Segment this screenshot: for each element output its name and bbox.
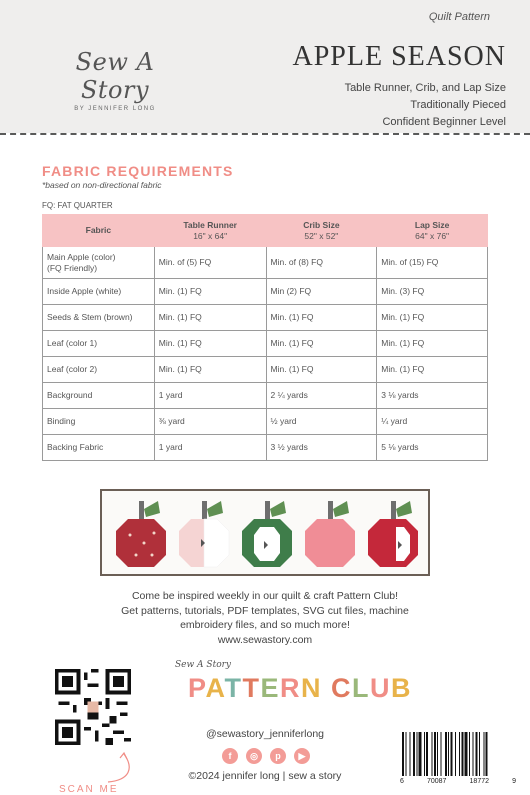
fabric-amount-cell: Min (2) FQ bbox=[266, 279, 377, 305]
column-label: Lap Size bbox=[414, 219, 450, 230]
barcode-bar bbox=[483, 732, 484, 776]
fabric-amount-cell: Min. (1) FQ bbox=[266, 357, 377, 383]
fabric-name-cell: Main Apple (color) (FQ Friendly) bbox=[43, 247, 155, 279]
barcode-bar bbox=[479, 732, 480, 776]
youtube-icon[interactable]: ▶ bbox=[294, 748, 310, 764]
copyright: ©2024 jennifer long | sew a story bbox=[188, 770, 342, 782]
facebook-icon[interactable]: f bbox=[222, 748, 238, 764]
fabric-amount-cell: Min. (1) FQ bbox=[154, 279, 266, 305]
barcode-bar bbox=[441, 732, 442, 776]
column-dimension: 64" x 76" bbox=[415, 230, 450, 241]
barcode-bar bbox=[434, 732, 436, 776]
social-handle[interactable]: @sewastory_jenniferlong bbox=[205, 728, 325, 740]
apple-pink-icon bbox=[303, 497, 357, 569]
fabric-amount-cell: Min. of (5) FQ bbox=[154, 247, 266, 279]
fabric-amount-cell: Min. (3) FQ bbox=[377, 279, 488, 305]
barcode-bar bbox=[455, 732, 456, 776]
fabric-amount-cell: 1 yard bbox=[154, 435, 266, 461]
fabric-amount-cell: ½ yard bbox=[266, 409, 377, 435]
barcode-bar bbox=[486, 732, 488, 776]
header bbox=[0, 0, 530, 133]
column-header bbox=[154, 215, 266, 247]
barcode-bar bbox=[413, 732, 415, 776]
barcode-bar bbox=[432, 732, 433, 776]
barcode-bar bbox=[426, 732, 428, 776]
pattern-club-description bbox=[0, 589, 530, 647]
barcode-digit: 9 bbox=[512, 778, 516, 785]
social-icons bbox=[222, 748, 314, 766]
barcode-bars bbox=[398, 730, 518, 778]
column-label: Fabric bbox=[85, 225, 112, 235]
subtitle-sizes: Table Runner, Crib, and Lap Size bbox=[344, 82, 506, 94]
fabric-name-cell: Leaf (color 2) bbox=[43, 357, 155, 383]
apple-pink-half-icon bbox=[177, 497, 231, 569]
barcode-bar bbox=[445, 732, 447, 776]
pattern-club-text: PATTERN CLUB bbox=[188, 673, 413, 703]
fabric-amount-cell: ⅜ yard bbox=[154, 409, 266, 435]
column-dimension: 16" x 64" bbox=[193, 230, 228, 241]
table-row bbox=[43, 279, 488, 305]
club-line: Come be inspired weekly in our quilt & craft Pattern Club! bbox=[131, 590, 399, 602]
fabric-amount-cell: Min. (1) FQ bbox=[154, 357, 266, 383]
fabric-amount-cell: 3 ½ yards bbox=[266, 435, 377, 461]
fabric-name-cell: Binding bbox=[43, 409, 155, 435]
table-row bbox=[43, 247, 488, 279]
table-header-row bbox=[43, 215, 488, 247]
table-row bbox=[43, 331, 488, 357]
barcode-bar bbox=[405, 732, 406, 776]
barcode-bar bbox=[469, 732, 470, 776]
column-header bbox=[43, 215, 155, 247]
subtitle-level: Confident Beginner Level bbox=[382, 116, 506, 128]
instagram-icon[interactable]: ◎ bbox=[246, 748, 262, 764]
barcode-bar bbox=[448, 732, 449, 776]
brand-name: Sew A Story bbox=[75, 48, 155, 104]
fabric-amount-cell: ¼ yard bbox=[377, 409, 488, 435]
fabric-amount-cell: 5 ⅛ yards bbox=[377, 435, 488, 461]
barcode-bar bbox=[476, 732, 478, 776]
barcode-digits bbox=[398, 778, 518, 785]
table-row bbox=[43, 383, 488, 409]
brand-logo bbox=[40, 48, 190, 112]
column-header bbox=[266, 215, 377, 247]
brand-byline: BY JENNIFER LONG bbox=[74, 106, 156, 112]
fabric-name-cell: Backing Fabric bbox=[43, 435, 155, 461]
fabric-amount-cell: Min. (1) FQ bbox=[266, 331, 377, 357]
website-link[interactable]: www.sewastory.com bbox=[217, 633, 313, 646]
quilt-preview-banner bbox=[100, 489, 430, 576]
barcode bbox=[398, 730, 518, 790]
fabric-amount-cell: Min. (1) FQ bbox=[154, 331, 266, 357]
barcode-bar bbox=[459, 732, 460, 776]
table-row bbox=[43, 305, 488, 331]
apple-red-icon bbox=[114, 497, 168, 569]
pattern-label: Quilt Pattern bbox=[428, 11, 490, 23]
fabric-amount-cell: Min. (1) FQ bbox=[266, 305, 377, 331]
column-label: Table Runner bbox=[183, 219, 237, 230]
barcode-bar bbox=[416, 732, 417, 776]
barcode-bar bbox=[472, 732, 473, 776]
barcode-bar bbox=[437, 732, 438, 776]
barcode-bar bbox=[450, 732, 452, 776]
fabric-name-cell: Background bbox=[43, 383, 155, 409]
fq-note: FQ: FAT QUARTER bbox=[42, 201, 113, 210]
fabric-amount-cell: Min. (1) FQ bbox=[377, 357, 488, 383]
club-logo-brand: Sew A Story bbox=[175, 660, 232, 670]
table-row bbox=[43, 357, 488, 383]
table-row bbox=[43, 409, 488, 435]
page-title: APPLE SEASON bbox=[292, 41, 506, 72]
barcode-digit: 6 bbox=[400, 778, 404, 785]
barcode-bar bbox=[424, 732, 425, 776]
barcode-bar bbox=[419, 732, 422, 776]
fabric-amount-cell: Min. (1) FQ bbox=[377, 331, 488, 357]
club-line: Get patterns, tutorials, PDF templates, SVG cut files, machine bbox=[121, 604, 409, 617]
pinterest-icon[interactable]: p bbox=[270, 748, 286, 764]
fabric-amount-cell: Min. of (8) FQ bbox=[266, 247, 377, 279]
fabric-name-cell: Inside Apple (white) bbox=[43, 279, 155, 305]
barcode-digit: 18772 bbox=[469, 778, 489, 785]
section-title: FABRIC REQUIREMENTS bbox=[42, 163, 234, 179]
table-row bbox=[43, 435, 488, 461]
barcode-bar bbox=[465, 732, 468, 776]
apple-green-icon bbox=[240, 497, 294, 569]
fabric-amount-cell: 3 ⅛ yards bbox=[377, 383, 488, 409]
fabric-name-cell: Seeds & Stem (brown) bbox=[43, 305, 155, 331]
barcode-bar bbox=[402, 732, 404, 776]
column-label: Crib Size bbox=[303, 219, 340, 230]
subtitle-method: Traditionally Pieced bbox=[410, 99, 506, 111]
section-note: *based on non-directional fabric bbox=[42, 180, 162, 190]
apple-red-slice-icon bbox=[366, 497, 420, 569]
fabric-table bbox=[42, 214, 488, 461]
column-dimension: 52" x 52" bbox=[304, 230, 339, 241]
column-header bbox=[377, 215, 488, 247]
fabric-name-cell: Leaf (color 1) bbox=[43, 331, 155, 357]
fabric-amount-cell: 2 ¼ yards bbox=[266, 383, 377, 409]
barcode-digit: 70087 bbox=[426, 778, 447, 785]
fabric-amount-cell: Min. (1) FQ bbox=[377, 305, 488, 331]
barcode-bar bbox=[410, 732, 411, 776]
pattern-club-logo bbox=[188, 673, 412, 704]
fabric-amount-cell: 1 yard bbox=[154, 383, 266, 409]
fabric-amount-cell: Min. of (15) FQ bbox=[377, 247, 488, 279]
fabric-amount-cell: Min. (1) FQ bbox=[154, 305, 266, 331]
club-line: embroidery files, and so much more! bbox=[180, 619, 350, 631]
scan-me-label: SCAN ME bbox=[59, 784, 119, 795]
barcode-bar bbox=[461, 732, 463, 776]
header-divider bbox=[0, 133, 530, 135]
